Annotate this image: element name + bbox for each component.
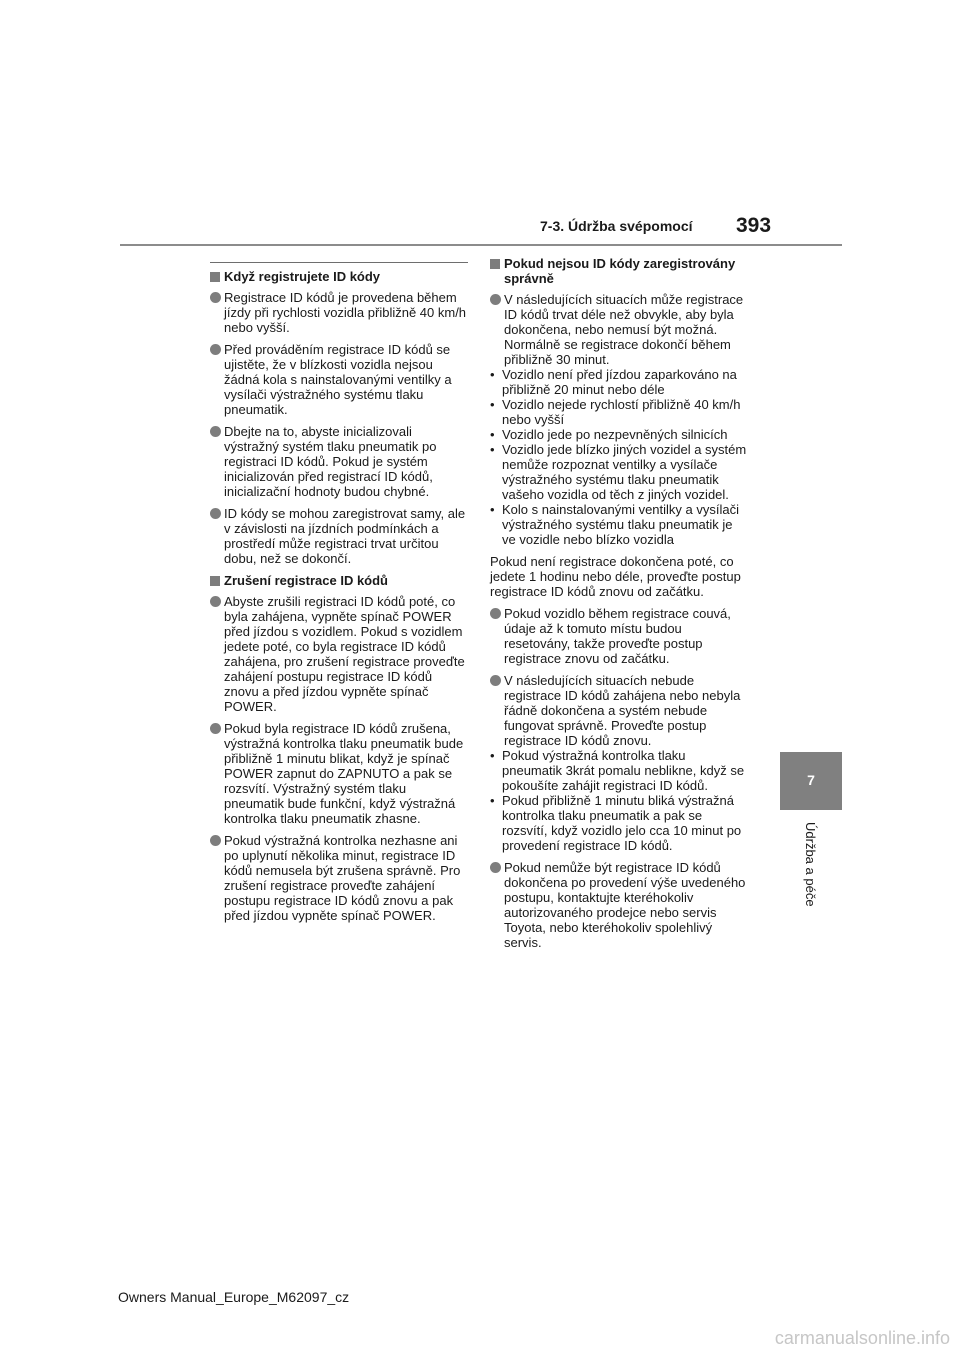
circle-bullet-icon [490, 608, 501, 619]
paragraph-text: Pokud výstražná kontrolka nezhasne ani po uplynutí několika minut, registrace ID kódů nemusela být zrušena správně. Pro zrušení registrace proveďte zahájení postupu registrace ID kódů znovu a pak před jízdou vypněte spínač POWER. [224, 833, 461, 923]
paragraph-text: V následujících situacích nebude registrace ID kódů zahájena nebo nebyla řádně dokončena a systém nebude fungovat správně. Proveďte postup registrace ID kódů znovu. [504, 673, 741, 748]
paragraph [210, 721, 468, 826]
list-item [490, 397, 748, 427]
circle-bullet-icon [490, 675, 501, 686]
chapter-tab [780, 752, 842, 810]
paragraph [210, 594, 468, 714]
list-item-text: Vozidlo není před jízdou zaparkováno na přibližně 20 minut nebo déle [502, 367, 737, 397]
list-item-text: Vozidlo jede blízko jiných vozidel a systém nemůže rozpoznat ventilky a vysílače výstražného systému tlaku pneumatik vašeho vozidla od těch z jiných vozidel. [502, 442, 747, 502]
paragraph [490, 606, 748, 666]
bullet-icon: • [490, 748, 495, 763]
paragraph-text: ID kódy se mohou zaregistrovat samy, ale v závislosti na jízdních podmínkách a prostředí může registraci trvat určitou dobu, než se dokončí. [224, 506, 466, 566]
circle-bullet-icon [210, 292, 221, 303]
circle-bullet-icon [490, 862, 501, 873]
circle-bullet-icon [490, 294, 501, 305]
paragraph [490, 292, 748, 367]
paragraph-text: Před prováděním registrace ID kódů se ujistěte, že v blízkosti vozidla nejsou žádná kola s nainstalovanými ventilky a vysílači výstražného systému tlaku pneumatik. [224, 342, 452, 417]
circle-bullet-icon [210, 344, 221, 355]
square-marker-icon [210, 576, 220, 586]
circle-bullet-icon [210, 835, 221, 846]
list-item [490, 793, 748, 853]
list-item-text: Kolo s nainstalovanými ventilky a vysílači výstražného systému tlaku pneumatik je ve vozidle nebo blízko vozidla [502, 502, 739, 547]
paragraph [210, 833, 468, 923]
bullet-icon: • [490, 442, 495, 457]
footer-text: Owners Manual_Europe_M62097_cz [118, 1289, 350, 1305]
bullet-icon: • [490, 397, 495, 412]
paragraph-text: Abyste zrušili registraci ID kódů poté, co byla zahájena, vypněte spínač POWER před jízdou s vozidlem. Pokud s vozidlem jedete poté, co byla registrace ID kódů zahájena, pro zrušení registrace proveďte zahájení postupu registrace ID kódů znovu a před jízdou vypněte spínač POWER. [224, 594, 465, 714]
list-item-text: Pokud výstražná kontrolka tlaku pneumatik 3krát pomalu neblikne, když se pokoušíte zahájit registraci ID kódů. [502, 748, 745, 793]
paragraph-text: Pokud nemůže být registrace ID kódů dokončena po provedení výše uvedeného postupu, kontaktujte kteréhokoliv autorizovaného prodejce nebo servis Toyota, nebo kteréhokoliv spolehlivý servis. [504, 860, 746, 950]
list-item-text: Vozidlo nejede rychlostí přibližně 40 km/h nebo vyšší [502, 397, 741, 427]
paragraph [210, 506, 468, 566]
failure-list [490, 748, 748, 853]
list-item [490, 502, 748, 547]
conditions-list [490, 367, 748, 547]
bullet-icon: • [490, 502, 495, 517]
heading-text: Když registrujete ID kódy [224, 269, 381, 284]
paragraph [210, 424, 468, 499]
right-column [490, 256, 748, 957]
paragraph-text: Pokud není registrace dokončena poté, co jedete 1 hodinu nebo déle, proveďte postup registrace ID kódů znovu od začátku. [490, 554, 741, 599]
chapter-number: 7 [807, 772, 815, 788]
paragraph [490, 673, 748, 748]
page-number: 393 [736, 214, 772, 237]
paragraph [210, 342, 468, 417]
paragraph-text: Dbejte na to, abyste inicializovali výstražný systém tlaku pneumatik po registraci ID kódů. Pokud je systém inicializován před registrací ID kódů, inicializační hodnoty budou chybné. [224, 424, 437, 499]
list-item [490, 442, 748, 502]
circle-bullet-icon [210, 723, 221, 734]
paragraph-text: Pokud byla registrace ID kódů zrušena, výstražná kontrolka tlaku pneumatik bude přibližně 1 minutu blikat, když je spínač POWER zapnut do ZAPNUTO a pak se rozsvítí. Výstražný systém tlaku pneumatik bude funkční, když výstražná kontrolka tlaku pneumatik zhasne. [224, 721, 464, 826]
paragraph-text: Pokud vozidlo během registrace couvá, údaje až k tomuto místu budou resetovány, takže proveďte postup registrace znovu od začátku. [504, 606, 731, 666]
circle-bullet-icon [210, 508, 221, 519]
left-column [210, 262, 468, 930]
section-title: 7-3. Údržba svépomocí [540, 218, 693, 234]
list-item-text: Pokud přibližně 1 minutu bliká výstražná kontrolka tlaku pneumatik a pak se rozsvítí, když vozidlo jelo cca 10 minut po provedení registrace ID kódů. [502, 793, 742, 853]
paragraph-text: Registrace ID kódů je provedena během jízdy při rychlosti vozidla přibližně 40 km/h nebo vyšší. [224, 290, 467, 335]
bullet-icon: • [490, 427, 495, 442]
header-rule [120, 244, 842, 246]
list-item [490, 748, 748, 793]
paragraph [210, 290, 468, 335]
watermark: carmanualsonline.info [774, 1328, 950, 1348]
heading-registering-id-codes [210, 269, 468, 284]
chapter-label: Údržba a péče [803, 822, 818, 907]
square-marker-icon [490, 259, 500, 269]
heading-text: Pokud nejsou ID kódy zaregistrovány správně [504, 256, 736, 286]
list-item-text: Vozidlo jede po nezpevněných silnicích [502, 427, 728, 442]
bullet-icon: • [490, 793, 495, 808]
circle-bullet-icon [210, 426, 221, 437]
square-marker-icon [210, 272, 220, 282]
paragraph-text: V následujících situacích může registrace ID kódů trvat déle než obvykle, aby byla dokončena, nebo nemusí být možná. Normálně se registrace dokončí během přibližně 30 minut. [504, 292, 744, 367]
circle-bullet-icon [210, 596, 221, 607]
heading-text: Zrušení registrace ID kódů [224, 573, 388, 588]
paragraph [490, 860, 748, 950]
list-item [490, 427, 748, 442]
heading-cancel-registration [210, 573, 468, 588]
bullet-icon: • [490, 367, 495, 382]
list-item [490, 367, 748, 397]
heading-registration-failed [490, 256, 748, 286]
